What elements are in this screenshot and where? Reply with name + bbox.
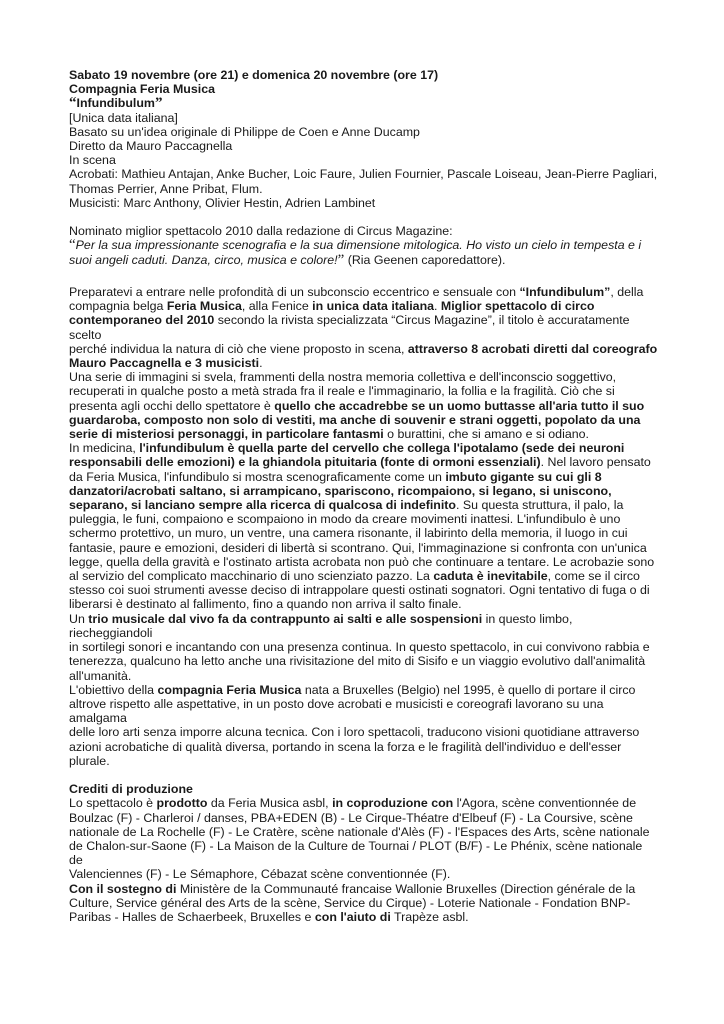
body-p3-line: fantasie, paure e emozioni, desideri di libertà si scontrano. Qui, l'immaginazione si confronta con un'unica <box>69 540 647 555</box>
quote-line-2: suoi angeli caduti. Danza, circo, musica e colore!” (Ria Geenen caporedattore). <box>69 251 506 268</box>
credits-heading: Crediti di produzione <box>69 782 193 797</box>
credits-line: Boulzac (F) - Charleroi / danses, PBA+EDEN (B) - Le Cirque-Théatre d'Elbeuf (F) - La Coursive, scène <box>69 810 633 825</box>
body-p4-line: in sortilegi sonori e incantando con una presenza continua. In questo spettacolo, in cui convivono rabbia e <box>69 640 650 655</box>
body-p1-line: perché individua la natura di ciò che viene proposto in scena, attraverso 8 acrobati diretti dal coreografo <box>69 341 658 356</box>
award-line: Nominato miglior spettacolo 2010 dalla redazione di Circus Magazine: <box>69 224 453 239</box>
body-p1-line: contemporaneo del 2010 secondo la rivista specializzata “Circus Magazine”, il titolo è accuratamente scelto <box>69 313 634 342</box>
document-page <box>69 68 659 924</box>
company-name: Compagnia Feria Musica <box>69 82 215 97</box>
body-p5-line: delle loro arti senza imporre alcuna tecnica. Con i loro spettacoli, traducono visioni quotidiane attraverso <box>69 725 640 740</box>
body-p2-line: serie di misteriosi personaggi, in particolare fantasmi o burattini, che si amano e si odiano. <box>69 427 589 442</box>
body-p1-line: compagnia belga Feria Musica, alla Fenice in unica data italiana. Miglior spettacolo di circo <box>69 299 595 314</box>
body-p3-line: al servizio del complicato macchinario di uno scienziato pazzo. La caduta è inevitabile, come se il circo <box>69 569 640 584</box>
body-p3-line: da Feria Musica, l'infundibulo si mostra scenograficamente come un imbuto gigante su cui gli 8 <box>69 469 602 484</box>
body-p3-line: puleggia, le funi, compaiono e scompaiono in modo da creare movimenti inattesi. L'infundibulo è uno <box>69 512 621 527</box>
body-p3-line: liberarsi è destinato al fallimento, fino a quando non arriva il salto finale. <box>69 597 462 612</box>
body-p2-line: Una serie di immagini si svela, frammenti della nostra memoria collettiva e dell'inconscio soggettivo, <box>69 370 617 385</box>
quote-line-1: “Per la sua impressionante scenografia e la sua dimensione mitologica. Ho visto un cielo in tempesta e i <box>69 237 642 254</box>
credits-line: Lo spettacolo è prodotto da Feria Musica asbl, in coproduzione con l'Agora, scène conventionnée de <box>69 796 637 811</box>
body-p4-line: Un trio musicale dal vivo fa da contrappunto ai salti e alle sospensioni in questo limbo, riecheggiandoli <box>69 611 576 640</box>
body-p3-line: separano, si lanciano sempre alla ricerca di qualcosa di indefinito. Su questa struttura, il palo, la <box>69 498 624 513</box>
exclusive-note: [Unica data italiana] <box>69 110 178 125</box>
acrobats-line-2: Thomas Perrier, Anne Pribat, Flum. <box>69 181 263 196</box>
body-p2-line: guardaroba, composto non solo di vestiti, ma anche di souvenir e strani oggetti, popolato da una <box>69 412 641 427</box>
directed-by: Diretto da Mauro Paccagnella <box>69 139 233 154</box>
body-p1-line: Mauro Paccagnella e 3 musicisti. <box>69 356 263 371</box>
acrobats-line-1: Acrobati: Mathieu Antajan, Anke Bucher, Loic Faure, Julien Fournier, Pascale Loiseau, Jean-Pierre Pagliari, <box>69 167 658 182</box>
body-p3-line: responsabili delle emozioni) e la ghiandola pituitaria (fonte di ormoni essenziali). Nel lavoro pensato <box>69 455 651 470</box>
musicians: Musicisti: Marc Anthony, Olivier Hestin, Adrien Lambinet <box>69 195 376 210</box>
body-p5-line: altrove rispetto alle aspettative, in un posto dove acrobati e musicisti e coreografi lavorano su una amalgama <box>69 696 607 726</box>
body-p5-line: L'obiettivo della compagnia Feria Musica nata a Bruxelles (Belgio) nel 1995, è quello di portare il circo <box>69 682 636 697</box>
credits-line: Con il sostegno di Ministère de la Communauté francaise Wallonie Bruxelles (Direction générale de la <box>69 881 636 896</box>
body-p4-line: all'umanità. <box>69 668 132 683</box>
credits-line: Culture, Service général des Arts de la scène, Service du Cirque) - Loterie Nationale - Fondation BNP- <box>69 895 631 910</box>
credits-line: de Chalon-sur-Saone (F) - La Maison de la Culture de Tournai / PLOT (B/F) - Le Phénix, scène nationale de <box>69 838 646 868</box>
body-p3-line: stesso coi suoi strumenti avesse deciso di intrappolare questi ostinati sognatori. Ogni tentativo di fuga o di <box>69 583 650 598</box>
body-p3-line: In medicina, l'infundibulum è quella parte del cervello che collega l'ipotalamo (sede dei neuroni <box>69 441 625 456</box>
based-on: Basato su un'idea originale di Philippe de Coen e Anne Ducamp <box>69 124 420 139</box>
body-p2-line: presenta agli occhi dello spettatore è quello che accadrebbe se un uomo buttasse all'aria tutto il suo <box>69 398 645 413</box>
body-p2-line: recuperati in qualche posto a metà strada fra il reale e l'immaginario, la follia e la fragilità. Ciò che si <box>69 384 615 399</box>
body-p5-line: azioni acrobatiche di qualità diversa, portando in scena la forza e le fragilità dell'individuo e dell'esser plurale. <box>69 739 625 768</box>
credits-line: Paribas - Halles de Schaerbeek, Bruxelles e con l'aiuto di Trapèze asbl. <box>69 909 469 924</box>
on-stage: In scena <box>69 153 116 168</box>
credits-line: nationale de La Rochelle (F) - Le Cratère, scène nationale d'Alès (F) - l'Espaces des Arts, scène nationale <box>69 824 650 839</box>
body-p3-line: legge, quella della gravità e l'ostinato artista acrobata non può che continuare a tentare. Le acrobazie sono <box>69 554 655 569</box>
body-p4-line: tenerezza, qualcuno ha letto anche una rivisitazione del mito di Sisifo e un viaggio evolutivo dall'animalità <box>69 654 646 669</box>
body-p1-line: Preparatevi a entrare nelle profondità di un subconscio eccentrico e sensuale con “Infundibulum”, della <box>69 285 644 300</box>
credits-line: Valenciennes (F) - Le Sémaphore, Cébazat scène conventionnée (F). <box>69 867 451 882</box>
body-p3-line: schermo protettivo, un muro, un ventre, una camera risonante, il labirinto della memoria, il luogo in cui <box>69 526 628 541</box>
body-p3-line: danzatori/acrobati saltano, si arrampicano, spariscono, ricompaiono, si legano, si uniscono, <box>69 483 612 498</box>
show-title: “Infundibulum” <box>69 95 163 112</box>
event-date: Sabato 19 novembre (ore 21) e domenica 20 novembre (ore 17) <box>69 68 439 82</box>
